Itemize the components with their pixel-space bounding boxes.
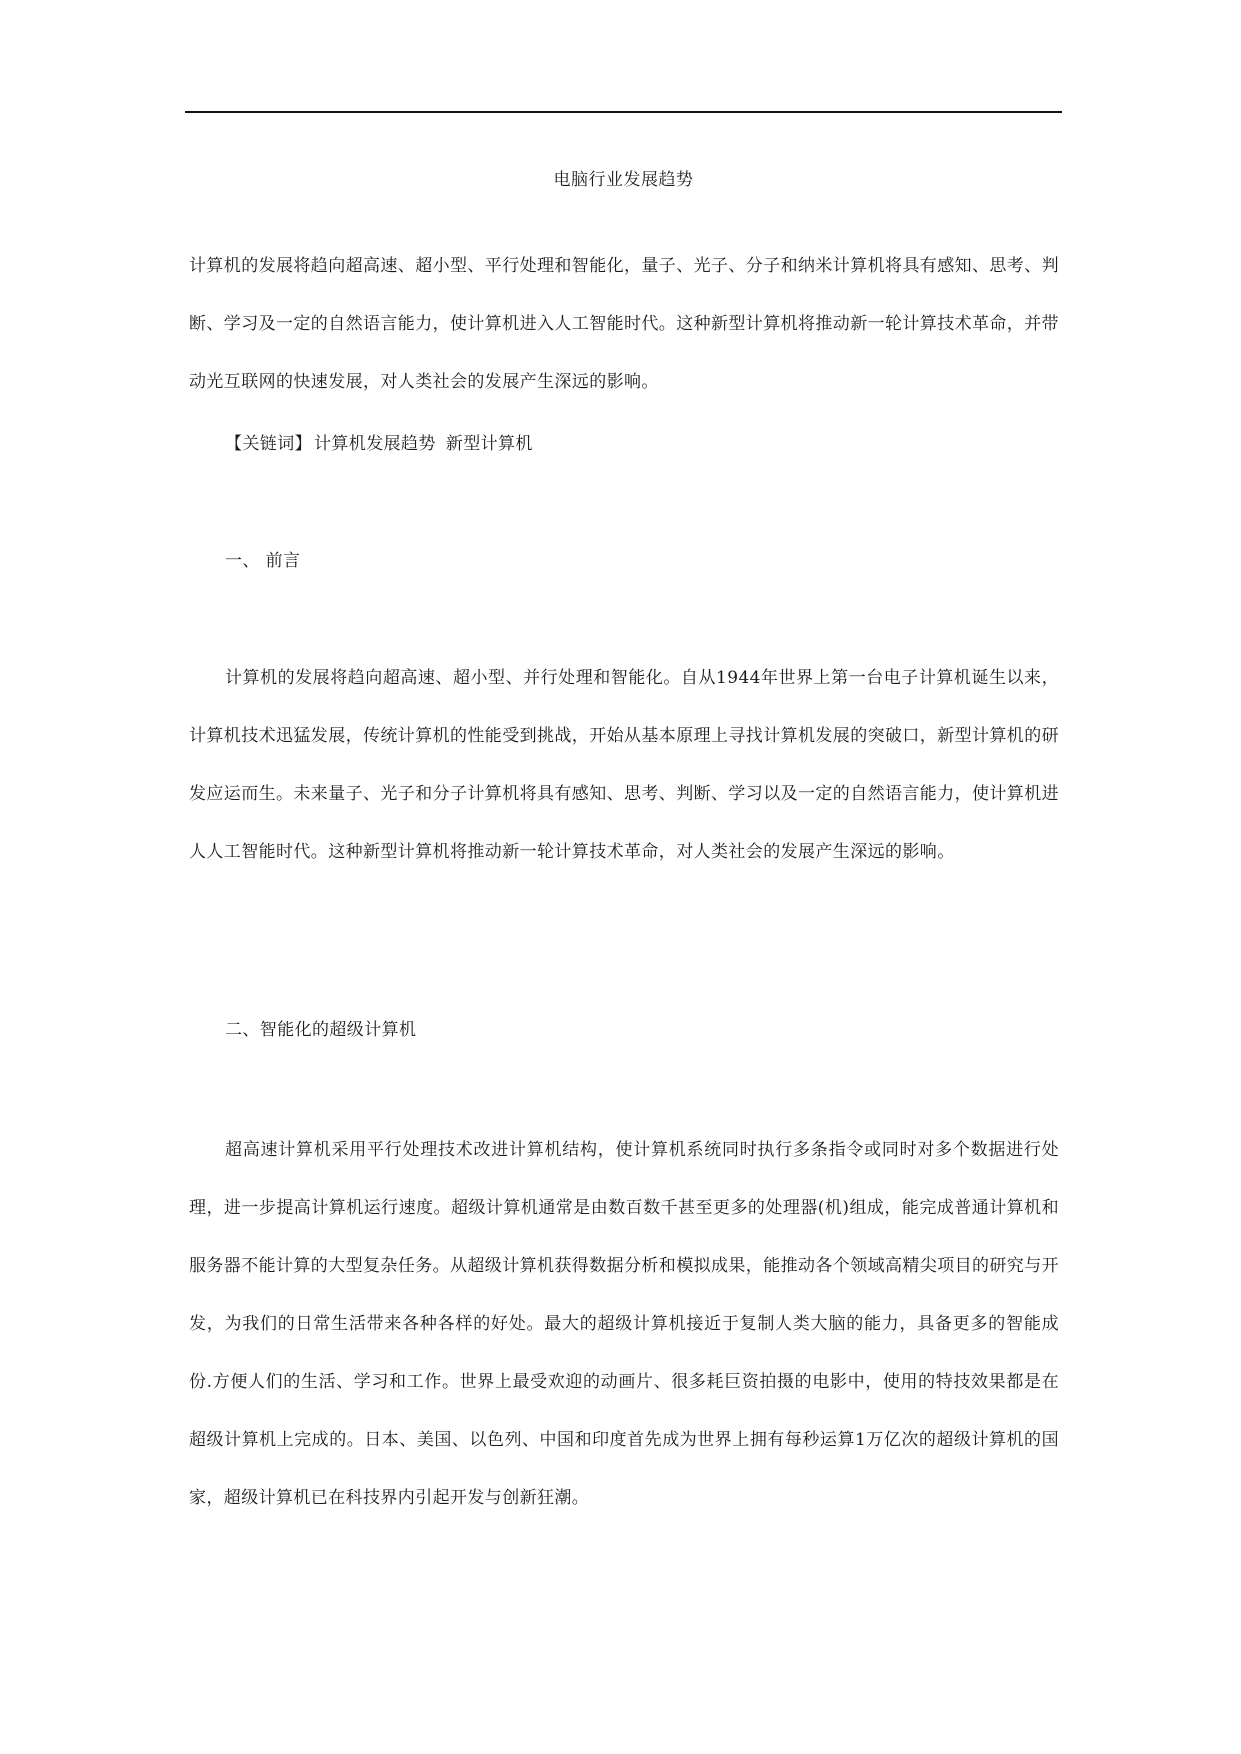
section-heading-2: 二、智能化的超级计算机 <box>225 1020 417 1040</box>
keyword-item: 计算机发展趋势 <box>314 434 436 454</box>
keywords-line <box>225 428 543 460</box>
section-body-2: 超高速计算机采用平行处理技术改进计算机结构，使计算机系统同时执行多条指令或同时对多个数据进行处理，进一步提高计算机运行速度。超级计算机通常是由数百数千甚至更多的处理器(机)组成，能完成普通计算机和服务器不能计算的大型复杂任务。从超级计算机获得数据分析和模拟成果，能推动各个领域高精尖项目的研究与开发，为我们的日常生活带来各种各样的好处。最大的超级计算机接近于复制人类大脑的能力，具备更多的智能成份.方便人们的生活、学习和工作。世界上最受欢迎的动画片、很多耗巨资拍摄的电影中，使用的特技效果都是在超级计算机上完成的。日本、美国、以色列、中国和印度首先成为世界上拥有每秒运算1万亿次的超级计算机的国家，超级计算机已在科技界内引起开发与创新狂潮。 <box>189 1140 1059 1508</box>
section-heading-1: 一、 前言 <box>225 551 301 571</box>
keyword-item: 新型计算机 <box>445 434 533 454</box>
document-title: 电脑行业发展趋势 <box>553 170 694 190</box>
keywords-label: 【关链词】 <box>225 434 312 454</box>
header-rule <box>185 111 1062 113</box>
section-body-1: 计算机的发展将趋向超高速、超小型、并行处理和智能化。自从1944年世界上第一台电子计算机诞生以来，计算机技术迅猛发展，传统计算机的性能受到挑战，开始从基本原理上寻找计算机发展的突破口，新型计算机的研发应运而生。未来量子、光子和分子计算机将具有感知、思考、判断、学习以及一定的自然语言能力，使计算机进人人工智能时代。这种新型计算机将推动新一轮计算技术革命，对人类社会的发展产生深远的影响。 <box>189 668 1059 862</box>
abstract-paragraph: 计算机的发展将趋向超高速、超小型、平行处理和智能化，量子、光子、分子和纳米计算机将具有感知、思考、判断、学习及一定的自然语言能力，使计算机进入人工智能时代。这种新型计算机将推动新一轮计算技术革命，并带动光互联网的快速发展，对人类社会的发展产生深远的影响。 <box>189 256 1059 392</box>
